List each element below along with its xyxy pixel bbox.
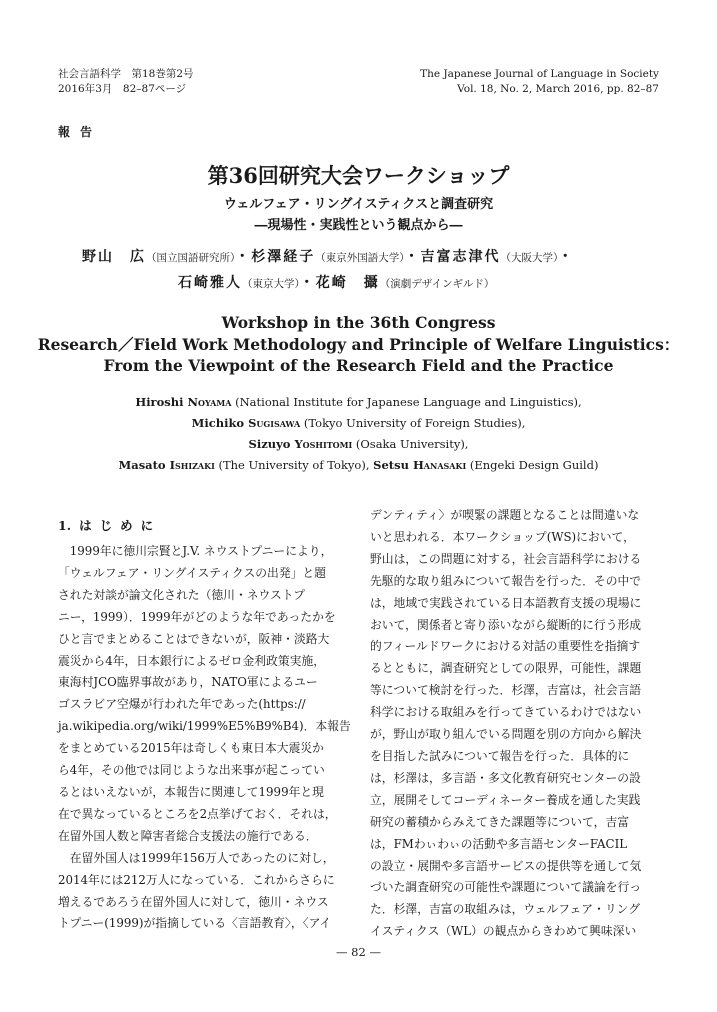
body-column-right (370, 505, 660, 943)
journal-date-pages-jp: 2016年3月 82–87ページ (58, 83, 187, 95)
body-text-line: は，FMわぃわぃの活動や多言語センターFACIL (370, 836, 628, 851)
section-title: はじめに (79, 518, 162, 533)
author-en-line (0, 455, 717, 476)
body-text-line: 増えるであろう在留外国人に対して，徳川・ネウス (58, 894, 329, 909)
author-separator: ・ (558, 249, 575, 265)
author-first-name: Setsu (373, 458, 413, 472)
body-text-line: デンティティ〉が喫緊の課題となることは間違いな (370, 508, 640, 522)
author-en-line (0, 392, 717, 413)
body-text-line: るとともに，調査研究としての限界，可能性，課題 (370, 661, 642, 676)
author-first-name: Michiko (191, 416, 249, 430)
journal-volume-jp: 社会言語科学 第18巻第2号 (58, 68, 194, 80)
author-en-line (0, 434, 717, 455)
body-text-line: ja.wikipedia.org/wiki/1999%E5%B9%B4)．本報告 (58, 719, 351, 734)
body-text-line: の設立・展開や多言語サービスの提供等を通して気 (370, 858, 642, 873)
body-text-line: をまとめている2015年は奇しくも東日本大震災か (58, 741, 324, 756)
body-text-line: るとはいえないが，本報告に関連して1999年と現 (58, 784, 324, 799)
body-text-line: トプニー(1999)が指摘している〈言語教育〉，〈アイ (58, 916, 332, 931)
author-affiliation-en: (Osaka University), (352, 437, 469, 451)
body-text-line: た．杉澤，吉富の取組みは，ウェルフェア・リング (370, 902, 641, 917)
body-text-line: を目指した試みについて報告を行った．具体的に (370, 748, 630, 763)
body-text-line: 立，展開そしてコーディネーター養成を通した実践 (370, 792, 641, 807)
author-affiliation-en: (Tokyo University of Foreign Studies), (300, 416, 526, 430)
journal-volume-en: Vol. 18, No. 2, March 2016, pp. 82–87 (457, 83, 659, 95)
body-text-line: ひと言でまとめることはできないが，阪神・淡路大 (58, 631, 330, 646)
body-text-line: された対談が論文化された（徳川・ネウストプ (58, 587, 306, 602)
body-text-line: 科学における取組みを行ってきているわけではない (370, 705, 642, 720)
body-column-left (58, 541, 351, 935)
journal-name-en: The Japanese Journal of Language in Society (420, 68, 659, 80)
author-last-name: Ishizaki (169, 458, 215, 472)
body-text-line: ゴスラビア空爆が行われた年であった(https:// (58, 697, 306, 712)
body-text-line: 野山は，この問題に対する，社会言語科学における (370, 551, 642, 566)
author-last-name: Yoshitomi (294, 437, 353, 451)
author-affiliation-en: (National Institute for Japanese Language and Linguistics), (231, 395, 582, 409)
body-text-line: は，杉澤は，多言語・多文化教育研究センターの設 (370, 770, 641, 785)
title-en-line3: From the Viewpoint of the Research Field and the Practice (103, 356, 614, 375)
author-name-jp: 野山 広 (82, 249, 146, 265)
title-en-line1: Workshop in the 36th Congress (221, 313, 496, 332)
author-separator: ・ (404, 249, 421, 265)
body-text-line: 等について検討を行った．杉澤，吉富は，社会言語 (370, 683, 642, 698)
body-text-line: づいた調査研究の可能性や課題について議論を行っ (370, 880, 642, 895)
author-last-name: Sugisawa (248, 416, 301, 430)
body-text-line: いと思われる．本ワークショップ(WS)において， (370, 529, 635, 544)
body-text-line: 震災から4年，日本銀行によるゼロ金利政策実施， (58, 653, 326, 668)
author-affiliation-jp: （大阪大学） (500, 252, 559, 264)
body-text-line: 研究の蓄積からみえてきた課題等について，吉富 (370, 814, 630, 829)
page-number: — 82 — (336, 945, 381, 959)
body-text-line: 在で異なっているところを2点挙げておく．それは， (58, 806, 337, 821)
title-en-line2: Research／Field Work Methodology and Principle of Welfare Linguistics： (37, 334, 680, 354)
author-affiliation-jp: （演劇デザインギルド） (379, 278, 495, 290)
subtitle-jp-2: ―現場性・実践性という観点から― (254, 218, 463, 233)
author-name-jp: 花崎 攝 (315, 275, 380, 291)
body-text-line: 在留外国人数と障害者総合支援法の施行である． (58, 828, 318, 843)
author-first-name: Masato (118, 458, 170, 472)
author-first-name: Sizuyo (248, 437, 295, 451)
section-number: 1. (58, 518, 72, 533)
running-header-right (420, 67, 659, 97)
author-affiliation-jp: （東京大学） (242, 278, 300, 290)
body-text-line: 「ウェルフェア・リングイスティクスの出発」と題 (58, 565, 327, 580)
body-text-line: 的フィールドワークにおける対話の重要性を指摘す (370, 639, 641, 654)
author-affiliation-jp: （東京外国語大学） (315, 252, 405, 264)
title-en (0, 312, 717, 377)
body-text-line: は，地域で実践されている日本語教育支援の現場に (370, 595, 642, 610)
running-header-left (58, 67, 194, 97)
authors-jp-line1 (82, 246, 574, 266)
author-separator: ・ (235, 249, 252, 265)
author-name-jp: 石崎雅人 (178, 275, 242, 291)
author-affiliation-en: (Engeki Design Guild) (466, 458, 599, 472)
body-text-line: 1999年に徳川宗賢とJ.V. ネウストプニーにより， (58, 544, 333, 558)
author-first-name: Hiroshi (135, 395, 188, 409)
body-text-line: おいて，関係者と寄り添いながら縦断的に行う形成 (370, 617, 642, 632)
author-last-name: Noyama (187, 395, 232, 409)
article-type-label: 報告 (58, 125, 103, 139)
body-text-line: 東海村JCO臨界事故があり，NATO軍によるユー (58, 675, 318, 690)
section-heading (58, 516, 161, 534)
author-name-jp: 杉澤経子 (251, 249, 316, 265)
body-text-line: イスティクス（WL）の観点からきわめて興味深い (370, 924, 637, 939)
author-affiliation-jp: （国立国語研究所） (146, 252, 236, 264)
body-text-line: が，野山が取り組んでいる問題を別の方向から解決 (370, 727, 642, 742)
subtitle-jp-1: ウェルフェア・リングイスティクスと調査研究 (223, 197, 494, 212)
authors-jp-line2 (178, 272, 494, 292)
body-text-line: ニー，1999）．1999年がどのような年であったかを (58, 609, 336, 624)
body-text-line: 先駆的な取り組みについて報告を行った．その中で (370, 573, 642, 588)
author-name-jp: 吉富志津代 (420, 249, 501, 265)
authors-en (0, 392, 717, 476)
title-jp: 第36回研究大会ワークショップ (207, 163, 510, 188)
author-en-line (0, 413, 717, 434)
author-separator: ・ (299, 275, 316, 291)
body-text-line: ら4年，その他では同じような出来事が起こってい (58, 763, 325, 778)
body-text-line: 在留外国人は1999年156万人であったのに対し， (58, 850, 335, 865)
author-affiliation-en: (The University of Tokyo), (214, 458, 374, 472)
body-text-line: 2014年には212万人になっている．これからさらに (58, 872, 335, 887)
author-last-name: Hanasaki (412, 458, 467, 472)
